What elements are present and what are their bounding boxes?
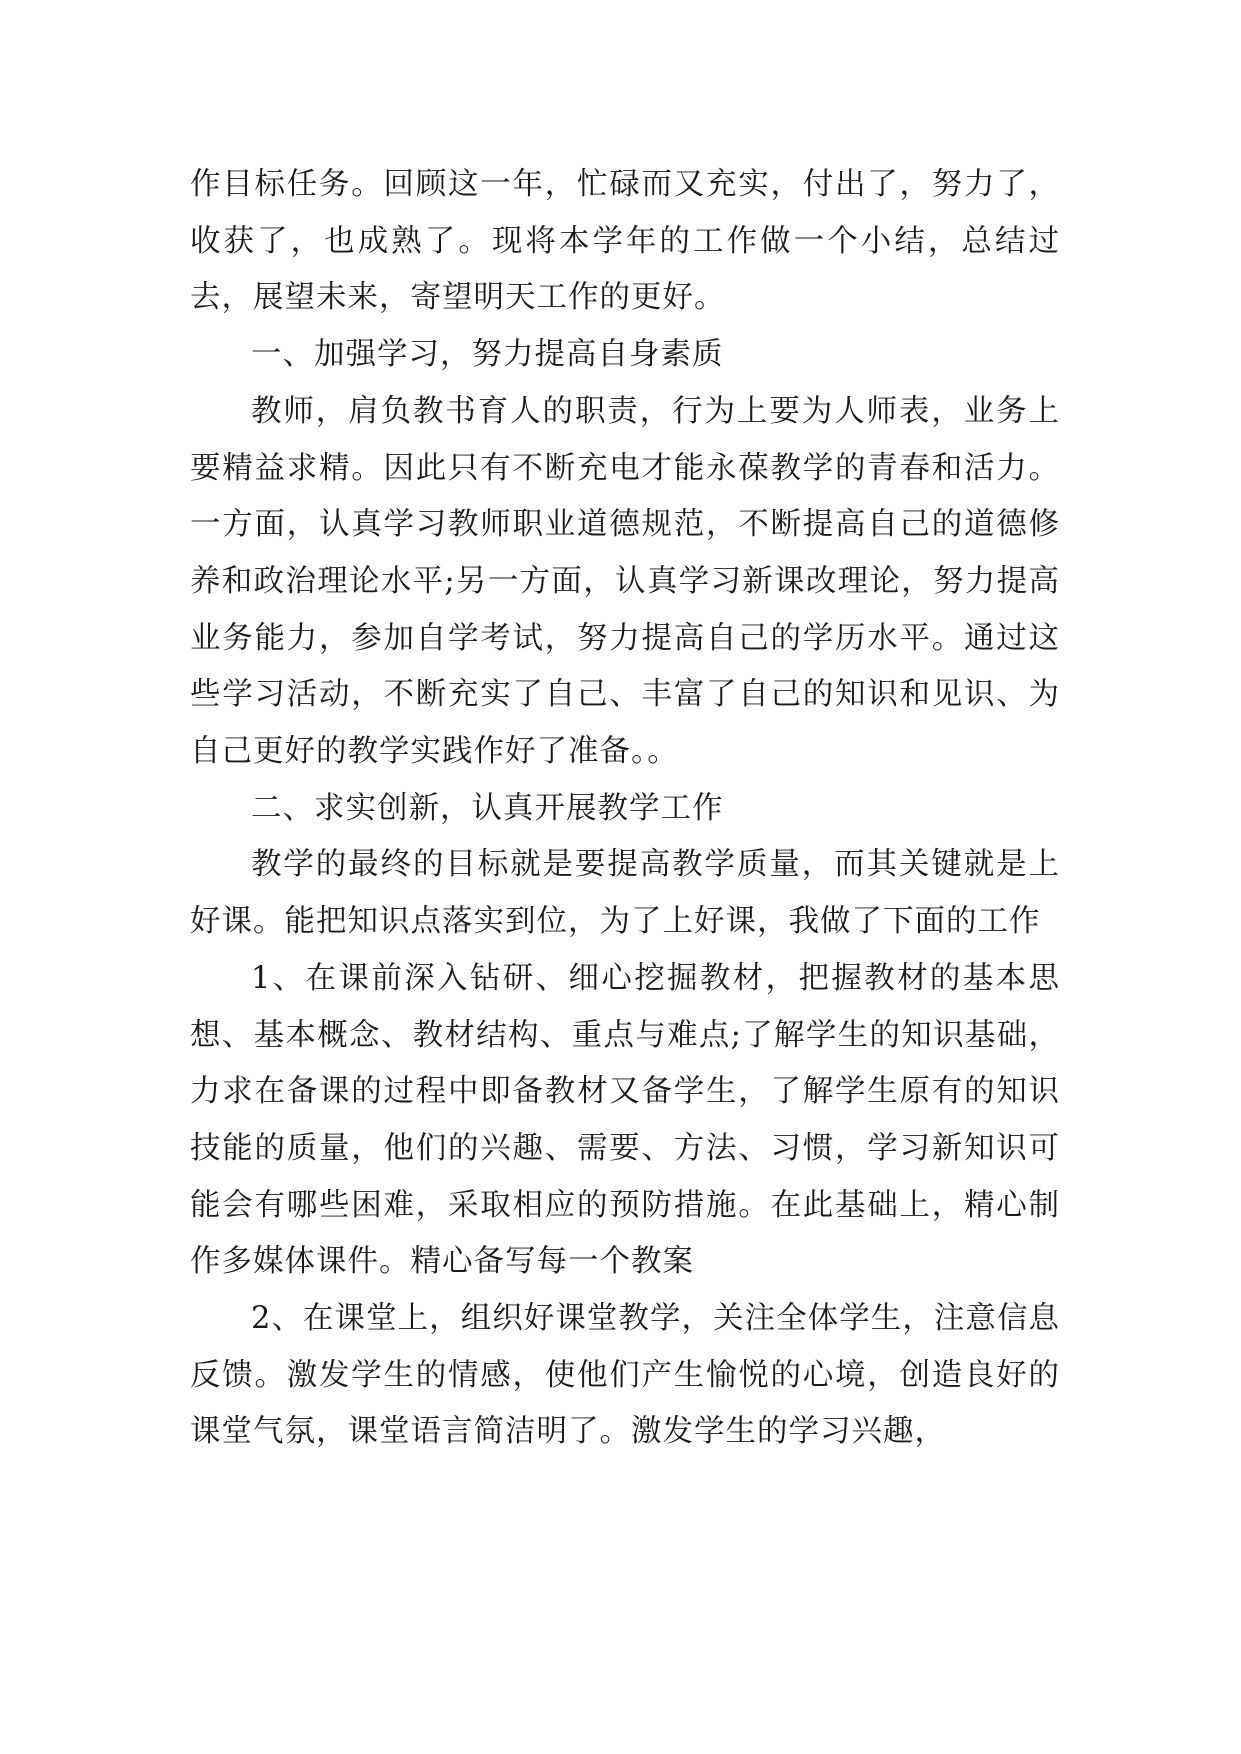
paragraph-item-1: 1、在课前深入钻研、细心挖掘教材，把握教材的基本思想、基本概念、教材结构、重点与难点;了解学生的知识基础，力求在备课的过程中即备教材又备学生，了解学生原有的知识技能的质量，他们的兴趣、需要、方法、习惯，学习新知识可能会有哪些困难，采取相应的预防措施。在此基础上，精心制作多媒体课件。精心备写每一个教案: [190, 960, 1060, 1280]
paragraph-section-1: 教师，肩负教书育人的职责，行为上要为人师表，业务上要精益求精。因此只有不断充电才能永葆教学的青春和活力。一方面，认真学习教师职业道德规范，不断提高自己的道德修养和政治理论水平;另一方面，认真学习新课改理论，努力提高业务能力，参加自学考试，努力提高自己的学历水平。通过这些学习活动，不断充实了自己、丰富了自己的知识和见识、为自己更好的教学实践作好了准备。。: [190, 393, 1060, 770]
paragraph-intro-continuation: 作目标任务。回顾这一年，忙碌而又充实，付出了，努力了，收获了，也成熟了。现将本学年的工作做一个小结，总结过去，展望未来，寄望明天工作的更好。: [190, 167, 1060, 316]
paragraph-section-2-intro: 教学的最终的目标就是要提高教学质量，而其关键就是上好课。能把知识点落实到位，为了上好课，我做了下面的工作: [190, 847, 1060, 940]
heading-section-1: 一、加强学习，努力提高自身素质: [251, 337, 724, 373]
heading-section-2: 二、求实创新，认真开展教学工作: [251, 790, 724, 826]
paragraph-item-2: 2、在课堂上，组织好课堂教学，关注全体学生，注意信息反馈。激发学生的情感，使他们产生愉悦的心境，创造良好的课堂气氛，课堂语言简洁明了。激发学生的学习兴趣，: [190, 1301, 1060, 1450]
document-body: [190, 157, 1060, 1461]
